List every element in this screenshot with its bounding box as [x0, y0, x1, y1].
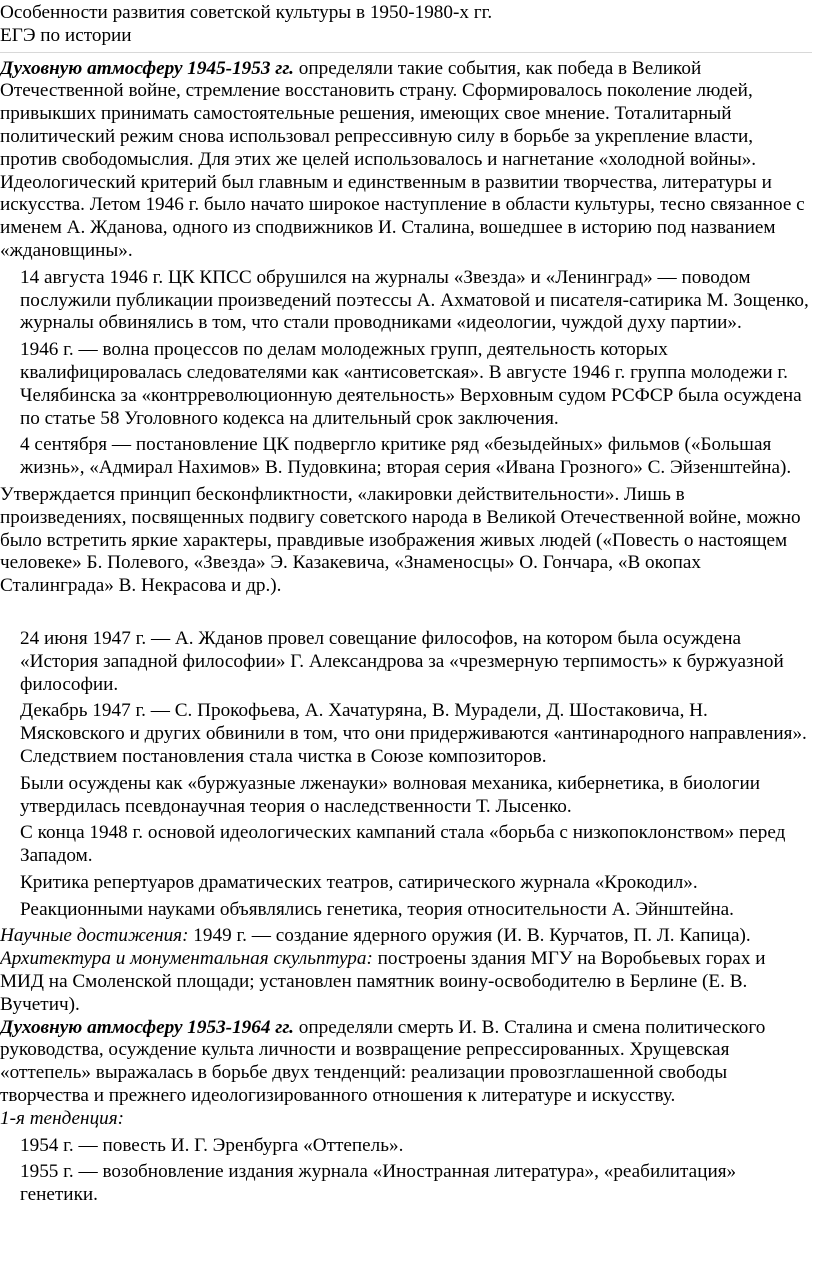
document-subtitle: ЕГЭ по истории: [0, 24, 132, 46]
list-item: С конца 1948 г. основой идеологических кампаний стала «борьба с низкопоклонством» перед Западом.: [20, 822, 786, 867]
list-item: 24 июня 1947 г. — А. Жданов провел совещание философов, на котором была осуждена «История западной философии» Г. Александрова за «чрезмерную терпимость» к буржуазной философии.: [20, 627, 784, 695]
paragraph-lead: Духовную атмосферу 1953-1964 гг.: [0, 1016, 294, 1038]
list-item: 14 августа 1946 г. ЦК КПСС обрушился на журналы «Звезда» и «Ленинград» — поводом послужили публикации произведений поэтессы А. Ахматовой и писателя-сатирика М. Зощенко, журналы обвинялись в том, что стали проводниками «идеологии, чуждой духу партии».: [20, 266, 809, 334]
paragraph-lead: Научные достижения:: [0, 925, 189, 947]
list-item: 1954 г. — повесть И. Г. Эренбурга «Оттепель».: [20, 1134, 404, 1156]
paragraph-1953-1964: [0, 1017, 812, 1108]
paragraph-text: построены здания МГУ на Воробьевых горах и МИД на Смоленской площади; установлен памятник воину-освободителю в Берлине (Е. В. Вучетич).: [0, 948, 766, 1015]
paragraph-text: определяли такие события, как победа в Великой Отечественной войне, стремление восстановить страну. Сформировалось поколение людей, привыкших принимать самостоятельные решения, имеющих свое мнение. Тоталитарный политический режим снова использовал репрессивную силу в борьбе за укрепление власти, против свободомыслия. Для этих же целей использовалось и нагнетание «холодной войны». Идеологический критерий был главным и единственным в развитии творчества, литературы и искусства. Летом 1946 г. было начато широкое наступление в области культуры, тесно связанное с именем А. Жданова, одного из сподвижников И. Сталина, вошедшее в историю под названием «ждановщины».: [0, 57, 805, 261]
spacer: [0, 598, 812, 624]
document-title: Особенности развития советской культуры в 1950-1980-х гг.: [0, 2, 493, 23]
paragraph-science: [0, 925, 812, 948]
list-item: Критика репертуаров драматических театров, сатирического журнала «Крокодил».: [20, 871, 698, 893]
list-item: 1955 г. — возобновление издания журнала «Иностранная литература», «реабилитация» генетики.: [20, 1161, 737, 1206]
paragraph-1945-1953: [0, 58, 812, 263]
list-item: 1946 г. — волна процессов по делам молодежных групп, деятельность которых квалифицировалась следователями как «антисоветская». В августе 1946 г. группа молодежи г. Челябинска за «контрреволюционную деятельность» Верховным судом РСФСР была осуждена по статье 58 Уголовного кодекса на длительный срок заключения.: [20, 339, 802, 429]
paragraph-lead: Архитектура и монументальная скульптура:: [0, 948, 373, 970]
list-item: 4 сентября — постановление ЦК подвергло критике ряд «безыдейных» фильмов («Большая жизнь», «Адмирал Нахимов» В. Пудовкина; вторая серия «Ивана Грозного» С. Эйзенштейна).: [20, 434, 792, 479]
paragraph-text: определяли смерть И. В. Сталина и смена политического руководства, осуждение культа личности и возвращение репрессированных. Хрущевская «оттепель» выражалась в борьбе двух тенденций: реализации провозглашенной свободы творчества и прежнего идеологизированного отношения к литературе и искусству.: [0, 1016, 766, 1107]
paragraph-lead: 1-я тенденция:: [0, 1107, 125, 1129]
list-item: Были осуждены как «буржуазные лженауки» волновая механика, кибернетика, в биологии утвердилась псевдонаучная теория о наследственности Т. Лысенко.: [20, 772, 761, 817]
paragraph-architecture: [0, 948, 812, 1016]
document-header: [0, 2, 812, 53]
list-item: Реакционными науками объявлялись генетика, теория относительности А. Эйнштейна.: [20, 898, 734, 920]
list-item: Декабрь 1947 г. — С. Прокофьева, А. Хачатуряна, В. Мурадели, Д. Шостаковича, Н. Мясковского и других обвинили в том, что они придерживаются «антинародного направления». Следствием постановления стала чистка в Союзе композиторов.: [20, 700, 807, 767]
paragraph-tendency-1: [0, 1108, 812, 1131]
paragraph-lead: Духовную атмосферу 1945-1953 гг.: [0, 57, 294, 79]
paragraph-beskonfliktnost: Утверждается принцип бесконфликтности, «лакировки действительности». Лишь в произведениях, посвященных подвигу советского народа в Великой Отечественной войне, можно было встретить яркие характеры, правдивые изображения живых людей («Повесть о настоящем человеке» Б. Полевого, «Звезда» Э. Казакевича, «Знаменосцы» О. Гончара, «В окопах Сталинграда» В. Некрасова и др.).: [0, 483, 801, 597]
paragraph-text: 1949 г. — создание ядерного оружия (И. В. Курчатов, П. Л. Капица).: [188, 925, 751, 947]
